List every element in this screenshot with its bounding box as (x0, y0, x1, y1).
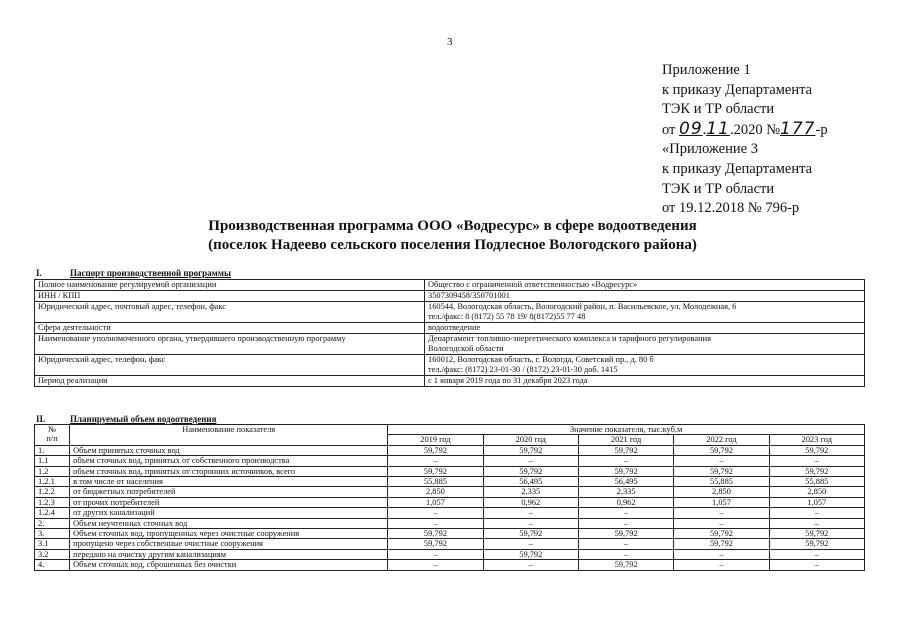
header-year: 2020 год (483, 435, 578, 445)
passport-value: с 1 января 2019 года по 31 декабря 2023 года (425, 376, 865, 387)
row-value: 0,962 (483, 497, 578, 507)
table-row (35, 466, 865, 476)
passport-label: Наименование уполномоченного органа, утвердившего производственную программу (35, 334, 425, 355)
passport-label: Юридический адрес, телефон, факс (35, 355, 425, 376)
row-value: 55,885 (769, 477, 864, 487)
row-number: 3.1 (35, 539, 70, 549)
row-value: 1,057 (388, 497, 483, 507)
passport-label: Период реализации (35, 376, 425, 387)
handwritten-number: 177 (780, 118, 816, 139)
passport-row (35, 334, 865, 355)
row-number: 3.2 (35, 549, 70, 559)
row-number: 3. (35, 529, 70, 539)
appendix-line: к приказу Департамента (662, 81, 813, 98)
row-value: 1,057 (674, 497, 769, 507)
appendix-line: ТЭК и ТР области (662, 101, 775, 118)
row-number: 1.2.3 (35, 497, 70, 507)
header-year: 2022 год (674, 435, 769, 445)
row-value: 59,792 (483, 466, 578, 476)
row-number: 2. (35, 518, 70, 528)
table-row (35, 529, 865, 539)
row-value: – (578, 508, 673, 518)
row-value: 59,792 (769, 466, 864, 476)
row-value: – (483, 518, 578, 528)
table-row (35, 445, 865, 455)
row-name: пропущено через собственные очистные сооружения (70, 539, 388, 549)
row-value: 59,792 (388, 529, 483, 539)
title-line: (поселок Надеево сельского поселения Подлесное Вологодского района) (208, 237, 697, 253)
section-title: Планируемый объем водоотведения (70, 414, 217, 424)
table-row (35, 518, 865, 528)
row-value: – (483, 539, 578, 549)
row-value: 2,850 (769, 487, 864, 497)
passport-row (35, 302, 865, 323)
appendix-line: от 19.12.2018 № 796-р (662, 200, 800, 217)
row-value: 59,792 (578, 560, 673, 570)
row-value: – (578, 456, 673, 466)
row-name: объем сточных вод, принятых от сторонних источников, всего (70, 466, 388, 476)
table-row (35, 539, 865, 549)
row-value: – (483, 560, 578, 570)
table-row (35, 456, 865, 466)
row-name: от других канализаций (70, 508, 388, 518)
handwritten-day: 09 (679, 118, 703, 139)
row-value: – (483, 508, 578, 518)
passport-value: 3507309458/350701001 (425, 291, 865, 302)
section-title: Паспорт производственной программы (70, 268, 231, 278)
row-value: – (483, 456, 578, 466)
passport-value: 160012, Вологодская область, г. Вологда, Советский пр., д. 80 б тел./факс: (8172) 23-01-30 / (8172) 23-01-30 доб. 1415 (425, 355, 865, 376)
row-value: 59,792 (388, 466, 483, 476)
header-no: № п/п (35, 425, 70, 446)
row-value: 59,792 (388, 539, 483, 549)
row-value: 55,885 (674, 477, 769, 487)
row-value: – (388, 560, 483, 570)
header-year: 2023 год (769, 435, 864, 445)
row-number: 1. (35, 445, 70, 455)
appendix-line: от (662, 121, 676, 138)
row-value: – (769, 518, 864, 528)
row-name: в том числе от населения (70, 477, 388, 487)
row-value: 59,792 (388, 445, 483, 455)
row-name: Объем сточных вод, сброшенных без очистки (70, 560, 388, 570)
row-number: 1.2 (35, 466, 70, 476)
row-value: – (578, 539, 673, 549)
passport-value: Общество с ограниченной ответственностью «Водресурс» (425, 280, 865, 291)
header-value: Значение показателя, тыс.куб.м (388, 425, 865, 435)
handwritten-month: 11 (706, 118, 730, 139)
row-value: 59,792 (674, 445, 769, 455)
row-name: объем сточных вод, принятых от собственного производства (70, 456, 388, 466)
passport-value: водоотведение (425, 323, 865, 334)
section-number: II. (36, 414, 46, 424)
row-value: 56,495 (483, 477, 578, 487)
row-name: от бюджетных потребителей (70, 487, 388, 497)
row-value: 59,792 (769, 539, 864, 549)
row-value: 59,792 (578, 466, 673, 476)
row-value: 59,792 (769, 445, 864, 455)
row-value: 2,850 (388, 487, 483, 497)
row-value: – (578, 518, 673, 528)
row-value: – (578, 549, 673, 559)
title-line: Производственная программа ООО «Водресурс» в сфере водоотведения (208, 218, 697, 234)
passport-row (35, 291, 865, 302)
row-value: – (674, 549, 769, 559)
row-value: 59,792 (483, 549, 578, 559)
row-name: Объем сточных вод, пропущенных через очистные сооружения (70, 529, 388, 539)
row-value: – (674, 456, 769, 466)
row-value: – (674, 560, 769, 570)
section1-heading (36, 268, 231, 278)
header-year: 2019 год (388, 435, 483, 445)
row-value: 59,792 (769, 529, 864, 539)
passport-label: Юридический адрес, почтовый адрес, телефон, факс (35, 302, 425, 323)
section2-heading (36, 414, 216, 424)
appendix-block (662, 61, 828, 219)
row-value: 2,850 (674, 487, 769, 497)
passport-row (35, 355, 865, 376)
passport-label: Полное наименование регулируемой организации (35, 280, 425, 291)
table-row (35, 497, 865, 507)
passport-table (34, 279, 865, 387)
row-name: от прочих потребителей (70, 497, 388, 507)
row-value: 2,335 (578, 487, 673, 497)
page-number: 3 (447, 36, 453, 48)
dot: . (702, 121, 707, 138)
row-value: 55,885 (388, 477, 483, 487)
table-row (35, 508, 865, 518)
passport-label: Сфера деятельности (35, 323, 425, 334)
row-value: – (388, 508, 483, 518)
appendix-line: «Приложение 3 (662, 141, 758, 158)
table-row (35, 560, 865, 570)
row-number: 1.2.1 (35, 477, 70, 487)
passport-row (35, 280, 865, 291)
row-value: 0,962 (578, 497, 673, 507)
row-value: 2,335 (483, 487, 578, 497)
document-title (0, 217, 905, 255)
row-value: 59,792 (578, 445, 673, 455)
row-name: передано на очистку другим канализациям (70, 549, 388, 559)
row-value: 59,792 (578, 529, 673, 539)
row-value: 56,495 (578, 477, 673, 487)
table-row (35, 477, 865, 487)
row-value: 59,792 (674, 466, 769, 476)
passport-value: 160544, Вологодская область, Вологодский район, п. Васильевское, ул. Молодежная, 6 тел./факс: 8 (8172) 55 78 19/ 8(8172)55 77 48 (425, 302, 865, 323)
row-value: – (388, 456, 483, 466)
row-value: 1,057 (769, 497, 864, 507)
volume-table (34, 424, 865, 571)
appendix-line: Приложение 1 (662, 62, 751, 78)
row-number: 1.1 (35, 456, 70, 466)
row-value: – (388, 549, 483, 559)
passport-row (35, 323, 865, 334)
header-name: Наименование показателя (70, 425, 388, 446)
row-value: 59,792 (483, 529, 578, 539)
row-number: 4. (35, 560, 70, 570)
row-value: 59,792 (483, 445, 578, 455)
row-value: – (769, 456, 864, 466)
table-row (35, 487, 865, 497)
row-name: Объем неучтенных сточных вод (70, 518, 388, 528)
row-name: Объем принятых сточных вод (70, 445, 388, 455)
appendix-line: -р (815, 121, 828, 138)
passport-label: ИНН / КПП (35, 291, 425, 302)
row-value: 59,792 (674, 529, 769, 539)
row-value: – (769, 508, 864, 518)
section-number: I. (36, 268, 42, 278)
row-value: – (769, 549, 864, 559)
appendix-line: .2020 № (729, 121, 781, 138)
header-year: 2021 год (578, 435, 673, 445)
row-value: – (674, 518, 769, 528)
appendix-date-line (662, 120, 828, 141)
passport-row (35, 376, 865, 387)
appendix-line: к приказу Департамента (662, 160, 813, 177)
appendix-line: ТЭК и ТР области (662, 180, 775, 197)
row-value: 59,792 (674, 539, 769, 549)
table-row (35, 549, 865, 559)
row-number: 1.2.4 (35, 508, 70, 518)
row-value: – (388, 518, 483, 528)
row-value: – (769, 560, 864, 570)
row-value: – (674, 508, 769, 518)
passport-value: Департамент топливно-энергетического комплекса и тарифного регулирования Вологодской области (425, 334, 865, 355)
row-number: 1.2.2 (35, 487, 70, 497)
